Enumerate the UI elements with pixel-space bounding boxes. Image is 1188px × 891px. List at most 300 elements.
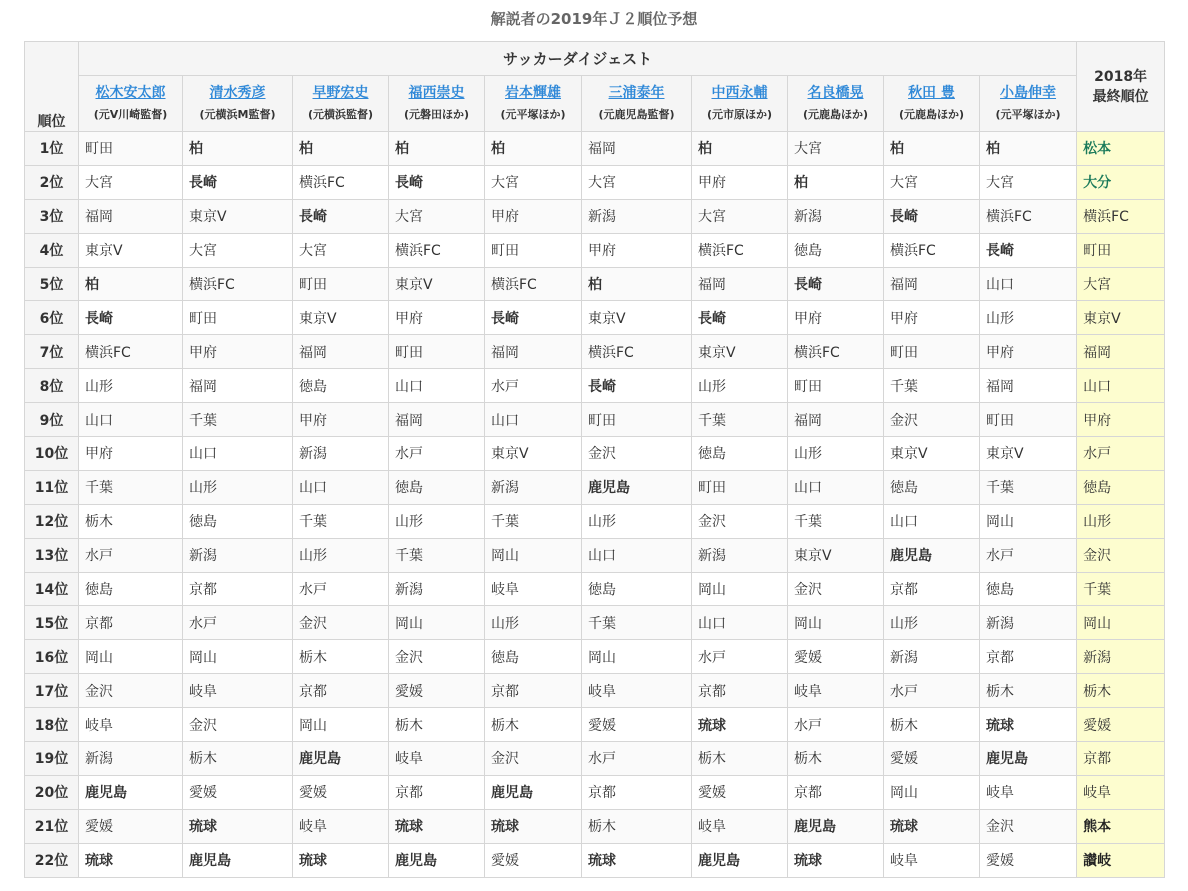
prediction-cell: 徳島 xyxy=(79,572,183,606)
prediction-cell: 福岡 xyxy=(980,369,1077,403)
final-rank-cell: 愛媛 xyxy=(1077,708,1165,742)
prediction-cell: 鹿児島 xyxy=(485,775,582,809)
prediction-cell: 柏 xyxy=(485,132,582,166)
prediction-cell: 山形 xyxy=(788,437,884,471)
prediction-cell: 京都 xyxy=(788,775,884,809)
prediction-cell: 愛媛 xyxy=(183,775,293,809)
table-row xyxy=(25,775,1165,809)
table-row xyxy=(25,369,1165,403)
prediction-cell: 岐阜 xyxy=(692,809,788,843)
prediction-cell: 長崎 xyxy=(884,199,980,233)
prediction-cell: 岡山 xyxy=(485,538,582,572)
prediction-cell: 京都 xyxy=(293,674,389,708)
prediction-cell: 新潟 xyxy=(692,538,788,572)
prediction-cell: 栃木 xyxy=(980,674,1077,708)
prediction-cell: 徳島 xyxy=(980,572,1077,606)
prediction-cell: 山口 xyxy=(183,437,293,471)
prediction-cell: 甲府 xyxy=(293,403,389,437)
prediction-cell: 柏 xyxy=(692,132,788,166)
rank-cell: 19位 xyxy=(25,742,79,776)
prediction-cell: 町田 xyxy=(692,470,788,504)
prediction-cell: 山形 xyxy=(293,538,389,572)
prediction-rows xyxy=(25,132,1165,878)
table-row xyxy=(25,742,1165,776)
final-rank-cell: 福岡 xyxy=(1077,335,1165,369)
prediction-cell: 千葉 xyxy=(183,403,293,437)
prediction-cell: 柏 xyxy=(884,132,980,166)
table-row xyxy=(25,606,1165,640)
final-rank-cell: 京都 xyxy=(1077,742,1165,776)
prediction-cell: 徳島 xyxy=(293,369,389,403)
prediction-cell: 琉球 xyxy=(293,843,389,877)
prediction-cell: 琉球 xyxy=(980,708,1077,742)
commentator-header xyxy=(183,76,293,132)
prediction-cell: 岐阜 xyxy=(183,674,293,708)
prediction-cell: 山口 xyxy=(884,504,980,538)
prediction-cell: 山口 xyxy=(79,403,183,437)
prediction-cell: 千葉 xyxy=(389,538,485,572)
final-rank-cell: 熊本 xyxy=(1077,809,1165,843)
table-row xyxy=(25,132,1165,166)
prediction-cell: 山形 xyxy=(79,369,183,403)
prediction-cell: 千葉 xyxy=(692,403,788,437)
final-rank-cell: 大分 xyxy=(1077,165,1165,199)
table-row xyxy=(25,233,1165,267)
prediction-cell: 横浜FC xyxy=(183,267,293,301)
prediction-cell: 岐阜 xyxy=(389,742,485,776)
prediction-cell: 栃木 xyxy=(293,640,389,674)
prediction-cell: 岡山 xyxy=(788,606,884,640)
prediction-cell: 柏 xyxy=(788,165,884,199)
prediction-cell: 長崎 xyxy=(389,165,485,199)
rank-cell: 4位 xyxy=(25,233,79,267)
prediction-cell: 新潟 xyxy=(980,606,1077,640)
table-row xyxy=(25,674,1165,708)
prediction-cell: 甲府 xyxy=(389,301,485,335)
prediction-cell: 東京V xyxy=(79,233,183,267)
prediction-cell: 甲府 xyxy=(183,335,293,369)
prediction-cell: 町田 xyxy=(183,301,293,335)
prediction-cell: 新潟 xyxy=(788,199,884,233)
prediction-cell: 岡山 xyxy=(183,640,293,674)
final-rank-cell: 松本 xyxy=(1077,132,1165,166)
prediction-cell: 大宮 xyxy=(389,199,485,233)
prediction-cell: 山口 xyxy=(692,606,788,640)
prediction-cell: 水戸 xyxy=(183,606,293,640)
commentator-header xyxy=(884,76,980,132)
prediction-cell: 愛媛 xyxy=(389,674,485,708)
prediction-cell: 東京V xyxy=(183,199,293,233)
prediction-cell: 東京V xyxy=(582,301,692,335)
prediction-cell: 山形 xyxy=(485,606,582,640)
commentator-role: (元鹿児島監督) xyxy=(598,107,675,121)
rank-cell: 13位 xyxy=(25,538,79,572)
prediction-cell: 横浜FC xyxy=(980,199,1077,233)
prediction-cell: 愛媛 xyxy=(788,640,884,674)
prediction-cell: 琉球 xyxy=(389,809,485,843)
prediction-cell: 愛媛 xyxy=(884,742,980,776)
prediction-cell: 鹿児島 xyxy=(582,470,692,504)
table-row xyxy=(25,640,1165,674)
prediction-cell: 岡山 xyxy=(980,504,1077,538)
rank-cell: 21位 xyxy=(25,809,79,843)
table-row xyxy=(25,267,1165,301)
prediction-cell: 東京V xyxy=(389,267,485,301)
prediction-cell: 徳島 xyxy=(389,470,485,504)
prediction-cell: 水戸 xyxy=(389,437,485,471)
prediction-cell: 福岡 xyxy=(389,403,485,437)
prediction-cell: 町田 xyxy=(788,369,884,403)
prediction-cell: 長崎 xyxy=(788,267,884,301)
prediction-cell: 大宮 xyxy=(582,165,692,199)
prediction-cell: 栃木 xyxy=(389,708,485,742)
final-rank-cell: 千葉 xyxy=(1077,572,1165,606)
commentator-name-link[interactable]: 清水秀彦 xyxy=(209,84,266,101)
table-row xyxy=(25,572,1165,606)
prediction-cell: 金沢 xyxy=(980,809,1077,843)
rank-cell: 17位 xyxy=(25,674,79,708)
prediction-cell: 山形 xyxy=(183,470,293,504)
prediction-cell: 岐阜 xyxy=(884,843,980,877)
final-rank-cell: 讃岐 xyxy=(1077,843,1165,877)
final-rank-cell: 東京V xyxy=(1077,301,1165,335)
prediction-cell: 水戸 xyxy=(79,538,183,572)
prediction-cell: 栃木 xyxy=(788,742,884,776)
final-rank-cell: 甲府 xyxy=(1077,403,1165,437)
prediction-cell: 千葉 xyxy=(293,504,389,538)
prediction-cell: 横浜FC xyxy=(788,335,884,369)
prediction-cell: 新潟 xyxy=(79,742,183,776)
commentator-name-link[interactable]: 小島伸幸 xyxy=(1000,84,1057,101)
commentator-name-link[interactable]: 三浦泰年 xyxy=(608,84,665,101)
prediction-cell: 千葉 xyxy=(485,504,582,538)
prediction-cell: 愛媛 xyxy=(79,809,183,843)
prediction-cell: 町田 xyxy=(389,335,485,369)
commentator-name-link[interactable]: 福西崇史 xyxy=(408,84,465,101)
table-row xyxy=(25,470,1165,504)
prediction-cell: 長崎 xyxy=(183,165,293,199)
prediction-cell: 長崎 xyxy=(582,369,692,403)
prediction-cell: 長崎 xyxy=(980,233,1077,267)
prediction-cell: 愛媛 xyxy=(293,775,389,809)
rank-cell: 15位 xyxy=(25,606,79,640)
prediction-cell: 琉球 xyxy=(183,809,293,843)
table-row xyxy=(25,504,1165,538)
prediction-cell: 大宮 xyxy=(485,165,582,199)
rank-cell: 11位 xyxy=(25,470,79,504)
prediction-cell: 岐阜 xyxy=(582,674,692,708)
prediction-cell: 大宮 xyxy=(183,233,293,267)
rank-cell: 20位 xyxy=(25,775,79,809)
prediction-cell: 横浜FC xyxy=(884,233,980,267)
prediction-cell: 福岡 xyxy=(79,199,183,233)
table-row xyxy=(25,165,1165,199)
prediction-cell: 水戸 xyxy=(582,742,692,776)
prediction-cell: 柏 xyxy=(293,132,389,166)
prediction-cell: 福岡 xyxy=(485,335,582,369)
commentator-header-row xyxy=(25,76,1165,132)
rank-header: 順位 xyxy=(25,42,79,132)
prediction-cell: 甲府 xyxy=(79,437,183,471)
prediction-cell: 京都 xyxy=(692,674,788,708)
prediction-cell: 京都 xyxy=(884,572,980,606)
prediction-cell: 愛媛 xyxy=(582,708,692,742)
prediction-cell: 徳島 xyxy=(788,233,884,267)
prediction-cell: 栃木 xyxy=(692,742,788,776)
rank-cell: 18位 xyxy=(25,708,79,742)
prediction-cell: 柏 xyxy=(79,267,183,301)
commentator-name-link[interactable]: 秋田 豊 xyxy=(908,84,955,101)
commentator-name-link[interactable]: 名良橋晃 xyxy=(807,84,864,101)
prediction-cell: 京都 xyxy=(389,775,485,809)
prediction-cell: 京都 xyxy=(980,640,1077,674)
prediction-cell: 岐阜 xyxy=(79,708,183,742)
commentator-name-link[interactable]: 早野宏史 xyxy=(312,84,369,101)
prediction-cell: 町田 xyxy=(582,403,692,437)
prediction-cell: 東京V xyxy=(980,437,1077,471)
prediction-cell: 新潟 xyxy=(485,470,582,504)
table-row xyxy=(25,538,1165,572)
prediction-cell: 琉球 xyxy=(582,843,692,877)
prediction-cell: 山口 xyxy=(788,470,884,504)
prediction-cell: 山形 xyxy=(582,504,692,538)
prediction-cell: 新潟 xyxy=(183,538,293,572)
commentator-header xyxy=(293,76,389,132)
final-rank-cell: 岡山 xyxy=(1077,606,1165,640)
table-row xyxy=(25,843,1165,877)
prediction-cell: 鹿児島 xyxy=(692,843,788,877)
prediction-cell: 横浜FC xyxy=(485,267,582,301)
prediction-cell: 長崎 xyxy=(79,301,183,335)
rank-cell: 8位 xyxy=(25,369,79,403)
prediction-cell: 鹿児島 xyxy=(293,742,389,776)
prediction-cell: 鹿児島 xyxy=(884,538,980,572)
rank-cell: 14位 xyxy=(25,572,79,606)
prediction-cell: 大宮 xyxy=(692,199,788,233)
prediction-cell: 琉球 xyxy=(884,809,980,843)
prediction-cell: 町田 xyxy=(293,267,389,301)
final-rank-cell: 岐阜 xyxy=(1077,775,1165,809)
prediction-cell: 愛媛 xyxy=(692,775,788,809)
prediction-cell: 町田 xyxy=(485,233,582,267)
prediction-cell: 大宮 xyxy=(788,132,884,166)
prediction-cell: 柏 xyxy=(389,132,485,166)
prediction-cell: 新潟 xyxy=(884,640,980,674)
commentator-role: (元市原ほか) xyxy=(706,107,773,121)
prediction-cell: 岡山 xyxy=(884,775,980,809)
rank-cell: 9位 xyxy=(25,403,79,437)
commentator-name-link[interactable]: 岩本輝雄 xyxy=(505,84,561,101)
prediction-cell: 京都 xyxy=(485,674,582,708)
prediction-cell: 長崎 xyxy=(692,301,788,335)
rank-cell: 1位 xyxy=(25,132,79,166)
prediction-cell: 町田 xyxy=(980,403,1077,437)
prediction-cell: 岡山 xyxy=(389,606,485,640)
prediction-cell: 千葉 xyxy=(582,606,692,640)
prediction-cell: 栃木 xyxy=(79,504,183,538)
final-rank-cell: 山形 xyxy=(1077,504,1165,538)
commentator-role: (元鹿島ほか) xyxy=(898,107,965,121)
final-rank-cell: 新潟 xyxy=(1077,640,1165,674)
prediction-cell: 甲府 xyxy=(485,199,582,233)
prediction-cell: 水戸 xyxy=(293,572,389,606)
commentator-header xyxy=(692,76,788,132)
prediction-cell: 栃木 xyxy=(183,742,293,776)
commentator-role: (元平塚ほか) xyxy=(500,107,566,121)
prediction-cell: 山口 xyxy=(293,470,389,504)
final-header-year: 2018年 xyxy=(1094,68,1148,85)
prediction-cell: 柏 xyxy=(183,132,293,166)
prediction-cell: 横浜FC xyxy=(389,233,485,267)
prediction-cell: 岐阜 xyxy=(485,572,582,606)
prediction-cell: 京都 xyxy=(582,775,692,809)
prediction-cell: 千葉 xyxy=(788,504,884,538)
prediction-cell: 金沢 xyxy=(582,437,692,471)
prediction-cell: 長崎 xyxy=(293,199,389,233)
commentator-role: (元横浜M監督) xyxy=(199,107,276,121)
prediction-cell: 金沢 xyxy=(485,742,582,776)
prediction-cell: 大宮 xyxy=(79,165,183,199)
commentator-header xyxy=(582,76,692,132)
rank-cell: 10位 xyxy=(25,437,79,471)
prediction-cell: 鹿児島 xyxy=(980,742,1077,776)
prediction-cell: 山形 xyxy=(389,504,485,538)
commentator-header xyxy=(79,76,183,132)
prediction-cell: 琉球 xyxy=(788,843,884,877)
prediction-cell: 大宮 xyxy=(293,233,389,267)
prediction-cell: 岐阜 xyxy=(293,809,389,843)
commentator-name-link[interactable]: 松木安太郎 xyxy=(95,84,166,101)
prediction-cell: 琉球 xyxy=(485,809,582,843)
prediction-cell: 新潟 xyxy=(293,437,389,471)
prediction-cell: 愛媛 xyxy=(485,843,582,877)
prediction-cell: 山口 xyxy=(485,403,582,437)
table-row xyxy=(25,809,1165,843)
prediction-cell: 徳島 xyxy=(692,437,788,471)
prediction-cell: 新潟 xyxy=(389,572,485,606)
prediction-cell: 岡山 xyxy=(692,572,788,606)
prediction-cell: 鹿児島 xyxy=(389,843,485,877)
table-row xyxy=(25,437,1165,471)
prediction-cell: 甲府 xyxy=(884,301,980,335)
prediction-cell: 山形 xyxy=(980,301,1077,335)
prediction-cell: 千葉 xyxy=(79,470,183,504)
prediction-cell: 愛媛 xyxy=(980,843,1077,877)
prediction-cell: 横浜FC xyxy=(692,233,788,267)
prediction-cell: 栃木 xyxy=(884,708,980,742)
commentator-header xyxy=(485,76,582,132)
prediction-cell: 水戸 xyxy=(980,538,1077,572)
prediction-table xyxy=(24,41,1165,878)
commentator-role: (元V川崎監督) xyxy=(93,107,168,121)
rank-cell: 3位 xyxy=(25,199,79,233)
prediction-cell: 山形 xyxy=(884,606,980,640)
prediction-cell: 東京V xyxy=(293,301,389,335)
final-rank-cell: 町田 xyxy=(1077,233,1165,267)
table-row xyxy=(25,403,1165,437)
table-row xyxy=(25,708,1165,742)
prediction-cell: 鹿児島 xyxy=(79,775,183,809)
prediction-cell: 甲府 xyxy=(582,233,692,267)
commentator-role: (元磐田ほか) xyxy=(403,107,470,121)
prediction-cell: 柏 xyxy=(980,132,1077,166)
prediction-cell: 横浜FC xyxy=(582,335,692,369)
prediction-cell: 水戸 xyxy=(692,640,788,674)
prediction-cell: 京都 xyxy=(183,572,293,606)
prediction-cell: 長崎 xyxy=(485,301,582,335)
rank-cell: 6位 xyxy=(25,301,79,335)
prediction-cell: 町田 xyxy=(884,335,980,369)
rank-cell: 2位 xyxy=(25,165,79,199)
prediction-cell: 岡山 xyxy=(293,708,389,742)
group-header: サッカーダイジェスト xyxy=(79,42,1077,76)
final-rank-cell: 金沢 xyxy=(1077,538,1165,572)
prediction-cell: 福岡 xyxy=(183,369,293,403)
prediction-cell: 金沢 xyxy=(79,674,183,708)
final-rank-cell: 徳島 xyxy=(1077,470,1165,504)
prediction-cell: 栃木 xyxy=(582,809,692,843)
prediction-cell: 福岡 xyxy=(788,403,884,437)
prediction-cell: 徳島 xyxy=(582,572,692,606)
commentator-header xyxy=(788,76,884,132)
final-rank-cell: 水戸 xyxy=(1077,437,1165,471)
page-title: 解説者の2019年Ｊ２順位予想 xyxy=(490,10,698,28)
prediction-cell: 岡山 xyxy=(79,640,183,674)
commentator-role: (元横浜監督) xyxy=(307,107,374,121)
final-header-label: 最終順位 xyxy=(1092,88,1149,105)
commentator-name-link[interactable]: 中西永輔 xyxy=(711,84,768,101)
prediction-cell: 福岡 xyxy=(884,267,980,301)
rank-cell: 22位 xyxy=(25,843,79,877)
prediction-cell: 東京V xyxy=(884,437,980,471)
prediction-cell: 金沢 xyxy=(788,572,884,606)
prediction-cell: 福岡 xyxy=(692,267,788,301)
prediction-cell: 徳島 xyxy=(884,470,980,504)
rank-cell: 12位 xyxy=(25,504,79,538)
prediction-cell: 徳島 xyxy=(485,640,582,674)
prediction-cell: 琉球 xyxy=(692,708,788,742)
prediction-cell: 金沢 xyxy=(293,606,389,640)
prediction-cell: 水戸 xyxy=(788,708,884,742)
prediction-cell: 町田 xyxy=(79,132,183,166)
final-rank-cell: 山口 xyxy=(1077,369,1165,403)
prediction-cell: 岡山 xyxy=(582,640,692,674)
final-rank-cell: 大宮 xyxy=(1077,267,1165,301)
prediction-cell: 甲府 xyxy=(980,335,1077,369)
prediction-cell: 東京V xyxy=(485,437,582,471)
prediction-cell: 岐阜 xyxy=(788,674,884,708)
prediction-cell: 横浜FC xyxy=(79,335,183,369)
commentator-header xyxy=(389,76,485,132)
prediction-cell: 福岡 xyxy=(293,335,389,369)
rank-cell: 7位 xyxy=(25,335,79,369)
rank-cell: 5位 xyxy=(25,267,79,301)
prediction-cell: 大宮 xyxy=(884,165,980,199)
commentator-role: (元平塚ほか) xyxy=(995,107,1061,121)
prediction-cell: 鹿児島 xyxy=(183,843,293,877)
prediction-cell: 金沢 xyxy=(692,504,788,538)
final-rank-header xyxy=(1077,42,1165,132)
prediction-cell: 金沢 xyxy=(183,708,293,742)
prediction-cell: 山口 xyxy=(582,538,692,572)
table-row xyxy=(25,335,1165,369)
prediction-cell: 金沢 xyxy=(389,640,485,674)
prediction-cell: 水戸 xyxy=(485,369,582,403)
prediction-cell: 福岡 xyxy=(582,132,692,166)
final-rank-cell: 横浜FC xyxy=(1077,199,1165,233)
table-row xyxy=(25,301,1165,335)
prediction-cell: 甲府 xyxy=(788,301,884,335)
